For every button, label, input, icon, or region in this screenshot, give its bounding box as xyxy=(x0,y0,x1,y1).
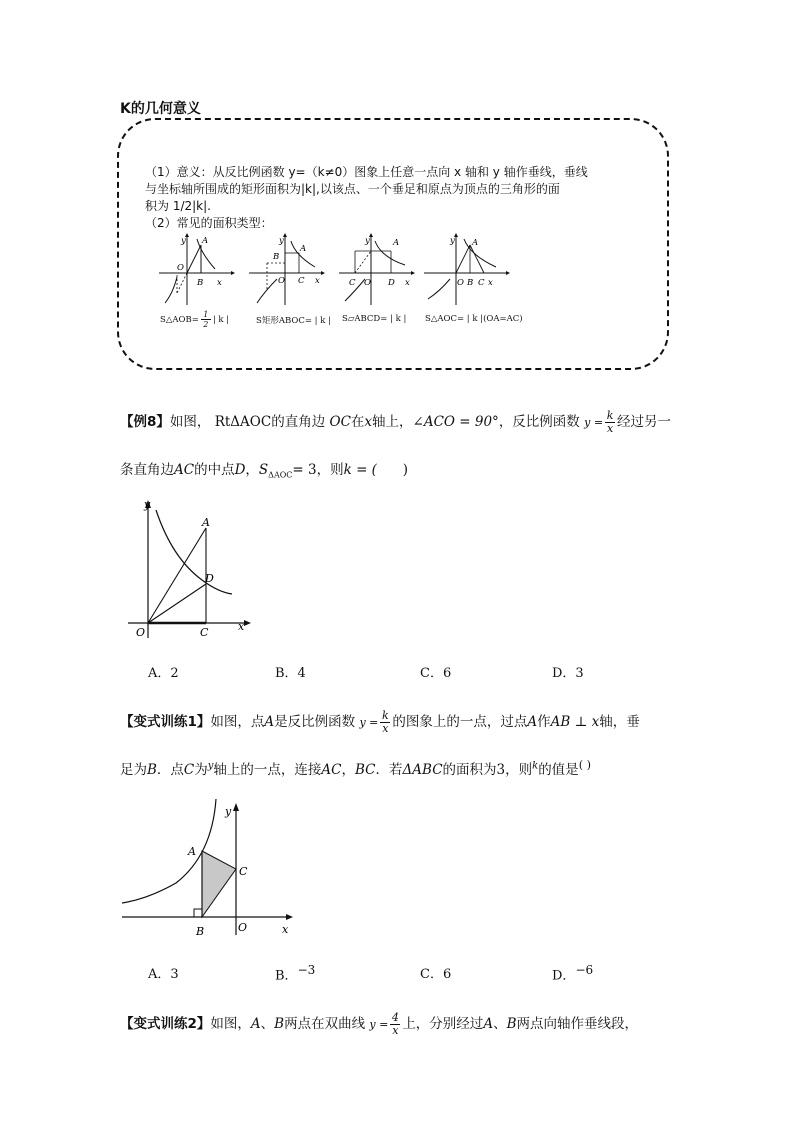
t1-label-x: x xyxy=(282,923,289,936)
g4-label-b: B xyxy=(467,278,474,288)
training1-option-d[interactable]: D．$^{-6}$ xyxy=(552,963,594,984)
example8-option-c[interactable]: C．6 xyxy=(420,666,452,681)
g4-label-o: O xyxy=(457,278,464,288)
g3-label-x: x xyxy=(405,278,410,288)
ex8-label-c: C xyxy=(200,626,209,639)
definition-line-3: 积为 1/2|k|. xyxy=(145,199,211,213)
g2-label-a: A xyxy=(300,244,307,254)
g2-label-x: x xyxy=(315,276,320,286)
mini-graph-3 xyxy=(335,233,415,308)
example8-line-1: 【例8】如图， RtΔAOC的直角边 OC在x轴上，∠ACO = 90°，反比例函数 y = $\frac{k}{x}$ 经过另一 xyxy=(120,409,672,435)
t1-label-y: y xyxy=(225,805,232,818)
g2-label-o: O xyxy=(278,276,285,286)
t1-label-c: C xyxy=(239,865,248,878)
g4-label-a: A xyxy=(472,238,479,248)
definition-text xyxy=(145,164,655,232)
t1-label-a: A xyxy=(188,845,196,858)
g4-label-x: x xyxy=(488,278,493,288)
area-formula-2: S矩形ABOC= | k | xyxy=(256,316,331,326)
ex8-label-y: y xyxy=(144,498,151,511)
training1-option-c[interactable]: C．6 xyxy=(420,967,452,982)
example8-option-d[interactable]: D．3 xyxy=(552,666,584,681)
mini-graph-1 xyxy=(155,233,235,308)
training1-line-1: 【变式训练1】如图，点A是反比例函数 y = $\frac{k}{x}$ 的图象上的一点，过点A作AB ⊥ x轴，垂 xyxy=(120,709,640,735)
ex8-label-d: D xyxy=(205,572,214,585)
g2-label-b: B xyxy=(273,252,280,262)
area-formula-4: S△AOC= | k |(OA=AC) xyxy=(425,314,523,324)
g2-label-c: C xyxy=(298,276,305,286)
g4-label-y: y xyxy=(450,236,455,246)
ex8-label-a: A xyxy=(202,516,210,529)
g3-label-o: O xyxy=(364,278,371,288)
training1-option-b[interactable]: B．$^{-3}$ xyxy=(275,963,316,984)
t1-label-b: B xyxy=(196,925,205,938)
g3-label-a: A xyxy=(393,238,400,248)
mini-graph-4 xyxy=(420,233,510,308)
g3-label-y: y xyxy=(365,236,370,246)
g2-label-y: y xyxy=(279,236,284,246)
t1-label-o: O xyxy=(238,921,248,934)
g1-label-y: y xyxy=(181,236,186,246)
ex8-label-o: O xyxy=(136,626,146,639)
training1-option-a[interactable]: A．3 xyxy=(148,967,179,982)
definition-line-2: 与坐标轴所围成的矩形面积为|k|,以该点、一个垂足和原点为顶点的三角形的面 xyxy=(145,182,560,196)
area-formula-1: S△AOB= $\frac{1}{2}$ | k | xyxy=(160,310,230,329)
mini-graph-2 xyxy=(245,233,325,308)
example8-line-2: 条直角边AC的中点D，$S_{\Delta AOC}= 3$，则k = ( ) xyxy=(120,462,408,480)
definition-line-4: （2）常见的面积类型： xyxy=(145,216,273,230)
g1-label-b: B xyxy=(197,278,204,288)
g1-label-a: A xyxy=(202,236,209,246)
area-formula-3: S▱ABCD= | k | xyxy=(342,314,407,324)
g1-label-x: x xyxy=(217,278,222,288)
g3-label-d: D xyxy=(388,278,395,288)
training2-line-1: 【变式训练2】如图，A、B两点在双曲线 y = $\frac{4}{x}$ 上，分别经过A、B两点向轴作垂线段， xyxy=(120,1011,638,1037)
training1-graph xyxy=(120,795,300,943)
example8-graph xyxy=(120,498,255,640)
ex8-label-x: x xyxy=(238,620,245,633)
example8-option-b[interactable]: B．4 xyxy=(275,666,306,681)
example8-option-a[interactable]: A．2 xyxy=(148,666,179,681)
training1-line-2: 足为B．点C为$^y$轴上的一点，连接AC，BC．若ΔABC的面积为3，则$^k$的值是( ) xyxy=(120,758,592,778)
g1-label-o: O xyxy=(177,263,184,273)
g4-label-c: C xyxy=(478,278,485,288)
definition-line-1: （1）意义：从反比例函数 y=（k≠0）图象上任意一点向 x 轴和 y 轴作垂线，垂线 xyxy=(145,165,588,179)
g3-label-c: C xyxy=(349,278,356,288)
section-title: K的几何意义 xyxy=(120,101,201,117)
